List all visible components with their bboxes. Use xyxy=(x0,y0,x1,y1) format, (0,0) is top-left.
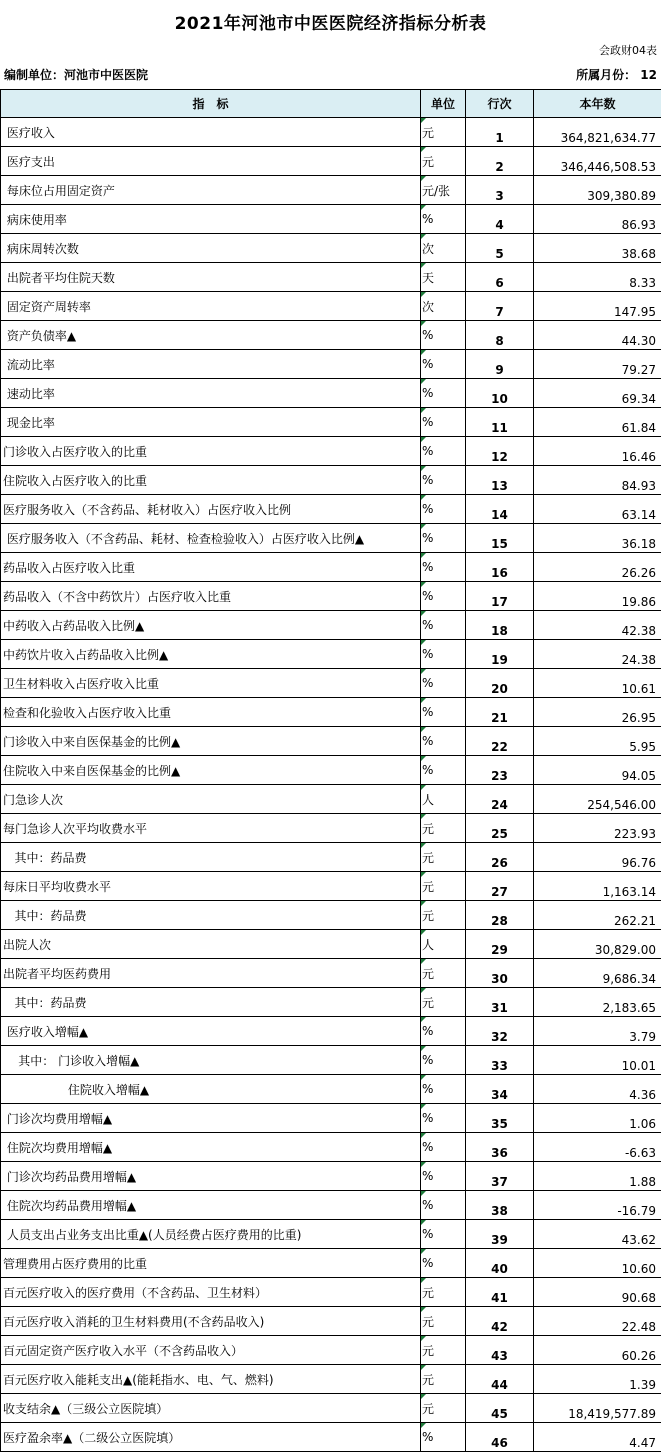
unit-cell: 元/张 xyxy=(421,176,466,205)
table-row xyxy=(1,321,661,350)
col-header-unit: 单位 xyxy=(421,90,466,118)
value-cell: 42.38 xyxy=(534,611,661,640)
value-cell: 63.14 xyxy=(534,495,661,524)
table-row xyxy=(1,176,661,205)
indicator-name-cell: 门诊次均费用增幅▲ xyxy=(1,1104,421,1133)
row-number-cell: 2 xyxy=(466,147,534,176)
value-cell: 4.47 xyxy=(534,1423,661,1452)
row-number-cell: 29 xyxy=(466,930,534,959)
indicator-name-cell: 住院次均费用增幅▲ xyxy=(1,1133,421,1162)
value-cell: 8.33 xyxy=(534,263,661,292)
row-number-cell: 46 xyxy=(466,1423,534,1452)
table-row xyxy=(1,1133,661,1162)
table-header-row xyxy=(1,90,661,118)
indicator-name-cell: 其中：药品费 xyxy=(1,843,421,872)
table-row xyxy=(1,611,661,640)
col-header-seq: 行次 xyxy=(466,90,534,118)
indicator-name-cell: 每床日平均收费水平 xyxy=(1,872,421,901)
indicator-name-cell: 百元医疗收入能耗支出▲(能耗指水、电、气、燃料) xyxy=(1,1365,421,1394)
table-row xyxy=(1,1249,661,1278)
indicator-name-cell: 出院人次 xyxy=(1,930,421,959)
unit-cell: % xyxy=(421,1133,466,1162)
table-row xyxy=(1,669,661,698)
unit-cell: 元 xyxy=(421,901,466,930)
unit-cell: % xyxy=(421,205,466,234)
unit-cell: % xyxy=(421,1423,466,1452)
indicator-name-cell: 流动比率 xyxy=(1,350,421,379)
value-cell: 9,686.34 xyxy=(534,959,661,988)
unit-cell: % xyxy=(421,640,466,669)
row-number-cell: 17 xyxy=(466,582,534,611)
row-number-cell: 32 xyxy=(466,1017,534,1046)
table-row xyxy=(1,1423,661,1452)
indicator-name-cell: 药品收入（不含中药饮片）占医疗收入比重 xyxy=(1,582,421,611)
row-number-cell: 42 xyxy=(466,1307,534,1336)
unit-cell: 次 xyxy=(421,292,466,321)
row-number-cell: 14 xyxy=(466,495,534,524)
unit-cell: % xyxy=(421,379,466,408)
indicator-name-cell: 每门急诊人次平均收费水平 xyxy=(1,814,421,843)
indicator-name-cell: 住院次均药品费用增幅▲ xyxy=(1,1191,421,1220)
table-row xyxy=(1,1220,661,1249)
value-cell: 79.27 xyxy=(534,350,661,379)
indicator-name-cell: 收支结余▲（三级公立医院填） xyxy=(1,1394,421,1423)
value-cell: 309,380.89 xyxy=(534,176,661,205)
value-cell: 44.30 xyxy=(534,321,661,350)
table-row xyxy=(1,495,661,524)
indicator-name-cell: 医疗服务收入（不含药品、耗材、检查检验收入）占医疗收入比例▲ xyxy=(1,524,421,553)
table-row xyxy=(1,466,661,495)
row-number-cell: 37 xyxy=(466,1162,534,1191)
table-body xyxy=(1,118,661,1452)
row-number-cell: 43 xyxy=(466,1336,534,1365)
value-cell: 3.79 xyxy=(534,1017,661,1046)
value-cell: 22.48 xyxy=(534,1307,661,1336)
value-cell: 38.68 xyxy=(534,234,661,263)
value-cell: 18,419,577.89 xyxy=(534,1394,661,1423)
value-cell: 10.01 xyxy=(534,1046,661,1075)
table-row xyxy=(1,408,661,437)
value-cell: 10.60 xyxy=(534,1249,661,1278)
value-cell: 4.36 xyxy=(534,1075,661,1104)
unit-cell: % xyxy=(421,553,466,582)
value-cell: 1,163.14 xyxy=(534,872,661,901)
value-cell: 262.21 xyxy=(534,901,661,930)
table-row xyxy=(1,872,661,901)
table-row xyxy=(1,1278,661,1307)
org-label: 编制单位：河池市中医医院 xyxy=(4,66,148,83)
value-cell: 147.95 xyxy=(534,292,661,321)
indicator-name-cell: 出院者平均住院天数 xyxy=(1,263,421,292)
indicator-name-cell: 其中：药品费 xyxy=(1,901,421,930)
unit-cell: 次 xyxy=(421,234,466,263)
value-cell: 36.18 xyxy=(534,524,661,553)
indicator-name-cell: 病床周转次数 xyxy=(1,234,421,263)
unit-cell: % xyxy=(421,350,466,379)
indicator-name-cell: 门诊次均药品费用增幅▲ xyxy=(1,1162,421,1191)
table-row xyxy=(1,1075,661,1104)
indicator-name-cell: 卫生材料收入占医疗收入比重 xyxy=(1,669,421,698)
indicator-name-cell: 百元医疗收入的医疗费用（不含药品、卫生材料） xyxy=(1,1278,421,1307)
value-cell: -6.63 xyxy=(534,1133,661,1162)
table-row xyxy=(1,1162,661,1191)
col-header-indicator: 指 标 xyxy=(1,90,421,118)
unit-cell: 元 xyxy=(421,843,466,872)
indicator-name-cell: 门诊收入占医疗收入的比重 xyxy=(1,437,421,466)
unit-cell: % xyxy=(421,669,466,698)
value-cell: 69.34 xyxy=(534,379,661,408)
row-number-cell: 15 xyxy=(466,524,534,553)
row-number-cell: 34 xyxy=(466,1075,534,1104)
table-row xyxy=(1,147,661,176)
table-row xyxy=(1,582,661,611)
row-number-cell: 25 xyxy=(466,814,534,843)
unit-cell: % xyxy=(421,1162,466,1191)
unit-cell: % xyxy=(421,1075,466,1104)
indicator-name-cell: 中药饮片收入占药品收入比例▲ xyxy=(1,640,421,669)
row-number-cell: 45 xyxy=(466,1394,534,1423)
unit-cell: % xyxy=(421,611,466,640)
row-number-cell: 26 xyxy=(466,843,534,872)
unit-cell: % xyxy=(421,466,466,495)
row-number-cell: 22 xyxy=(466,727,534,756)
indicator-name-cell: 医疗收入 xyxy=(1,118,421,147)
indicator-name-cell: 病床使用率 xyxy=(1,205,421,234)
row-number-cell: 10 xyxy=(466,379,534,408)
row-number-cell: 27 xyxy=(466,872,534,901)
indicator-name-cell: 药品收入占医疗收入比重 xyxy=(1,553,421,582)
row-number-cell: 11 xyxy=(466,408,534,437)
unit-cell: 元 xyxy=(421,1365,466,1394)
table-row xyxy=(1,379,661,408)
row-number-cell: 28 xyxy=(466,901,534,930)
indicator-name-cell: 中药收入占药品收入比例▲ xyxy=(1,611,421,640)
row-number-cell: 18 xyxy=(466,611,534,640)
row-number-cell: 44 xyxy=(466,1365,534,1394)
value-cell: 61.84 xyxy=(534,408,661,437)
unit-cell: % xyxy=(421,408,466,437)
table-row xyxy=(1,843,661,872)
indicator-name-cell: 现金比率 xyxy=(1,408,421,437)
value-cell: 90.68 xyxy=(534,1278,661,1307)
table-row xyxy=(1,1365,661,1394)
indicator-name-cell: 其中： 门诊收入增幅▲ xyxy=(1,1046,421,1075)
indicator-name-cell: 人员支出占业务支出比重▲(人员经费占医疗费用的比重) xyxy=(1,1220,421,1249)
table-row xyxy=(1,901,661,930)
table-row xyxy=(1,437,661,466)
unit-cell: 元 xyxy=(421,1278,466,1307)
table-row xyxy=(1,1017,661,1046)
value-cell: -16.79 xyxy=(534,1191,661,1220)
unit-cell: 元 xyxy=(421,988,466,1017)
row-number-cell: 30 xyxy=(466,959,534,988)
table-row xyxy=(1,553,661,582)
value-cell: 2,183.65 xyxy=(534,988,661,1017)
row-number-cell: 12 xyxy=(466,437,534,466)
row-number-cell: 13 xyxy=(466,466,534,495)
row-number-cell: 8 xyxy=(466,321,534,350)
table-row xyxy=(1,756,661,785)
row-number-cell: 1 xyxy=(466,118,534,147)
unit-cell: % xyxy=(421,524,466,553)
row-number-cell: 39 xyxy=(466,1220,534,1249)
value-cell: 254,546.00 xyxy=(534,785,661,814)
indicator-name-cell: 门诊收入中来自医保基金的比例▲ xyxy=(1,727,421,756)
table-row xyxy=(1,292,661,321)
unit-cell: % xyxy=(421,437,466,466)
indicator-name-cell: 门急诊人次 xyxy=(1,785,421,814)
table-row xyxy=(1,930,661,959)
indicator-name-cell: 管理费用占医疗费用的比重 xyxy=(1,1249,421,1278)
indicator-name-cell: 百元固定资产医疗收入水平（不含药品收入） xyxy=(1,1336,421,1365)
value-cell: 1.88 xyxy=(534,1162,661,1191)
value-cell: 60.26 xyxy=(534,1336,661,1365)
unit-cell: % xyxy=(421,495,466,524)
row-number-cell: 31 xyxy=(466,988,534,1017)
value-cell: 1.06 xyxy=(534,1104,661,1133)
unit-cell: 元 xyxy=(421,959,466,988)
row-number-cell: 20 xyxy=(466,669,534,698)
row-number-cell: 19 xyxy=(466,640,534,669)
indicator-name-cell: 医疗支出 xyxy=(1,147,421,176)
value-cell: 19.86 xyxy=(534,582,661,611)
value-cell: 30,829.00 xyxy=(534,930,661,959)
value-cell: 16.46 xyxy=(534,437,661,466)
table-row xyxy=(1,814,661,843)
row-number-cell: 41 xyxy=(466,1278,534,1307)
value-cell: 84.93 xyxy=(534,466,661,495)
value-cell: 10.61 xyxy=(534,669,661,698)
unit-cell: % xyxy=(421,321,466,350)
value-cell: 26.95 xyxy=(534,698,661,727)
value-cell: 24.38 xyxy=(534,640,661,669)
unit-cell: % xyxy=(421,698,466,727)
month-value: 12 xyxy=(640,68,657,82)
unit-cell: 元 xyxy=(421,872,466,901)
table-row xyxy=(1,263,661,292)
table-row xyxy=(1,234,661,263)
value-cell: 26.26 xyxy=(534,553,661,582)
row-number-cell: 35 xyxy=(466,1104,534,1133)
indicator-name-cell: 检查和化验收入占医疗收入比重 xyxy=(1,698,421,727)
unit-cell: % xyxy=(421,727,466,756)
unit-cell: 元 xyxy=(421,1336,466,1365)
unit-cell: % xyxy=(421,1046,466,1075)
row-number-cell: 33 xyxy=(466,1046,534,1075)
value-cell: 94.05 xyxy=(534,756,661,785)
month-field xyxy=(576,66,657,83)
unit-cell: 元 xyxy=(421,1394,466,1423)
unit-cell: 元 xyxy=(421,118,466,147)
row-number-cell: 4 xyxy=(466,205,534,234)
indicator-name-cell: 住院收入中来自医保基金的比例▲ xyxy=(1,756,421,785)
table-row xyxy=(1,698,661,727)
value-cell: 1.39 xyxy=(534,1365,661,1394)
row-number-cell: 5 xyxy=(466,234,534,263)
value-cell: 223.93 xyxy=(534,814,661,843)
indicator-name-cell: 资产负债率▲ xyxy=(1,321,421,350)
row-number-cell: 24 xyxy=(466,785,534,814)
value-cell: 96.76 xyxy=(534,843,661,872)
table-row xyxy=(1,988,661,1017)
indicator-name-cell: 其中：药品费 xyxy=(1,988,421,1017)
indicator-name-cell: 医疗服务收入（不含药品、耗材收入）占医疗收入比例 xyxy=(1,495,421,524)
row-number-cell: 16 xyxy=(466,553,534,582)
indicator-name-cell: 固定资产周转率 xyxy=(1,292,421,321)
value-cell: 86.93 xyxy=(534,205,661,234)
table-row xyxy=(1,205,661,234)
month-label: 所属月份： xyxy=(576,68,636,82)
row-number-cell: 21 xyxy=(466,698,534,727)
unit-cell: % xyxy=(421,1249,466,1278)
table-row xyxy=(1,1394,661,1423)
row-number-cell: 40 xyxy=(466,1249,534,1278)
indicator-name-cell: 住院收入占医疗收入的比重 xyxy=(1,466,421,495)
table-row xyxy=(1,1336,661,1365)
col-header-value: 本年数 xyxy=(534,90,661,118)
row-number-cell: 23 xyxy=(466,756,534,785)
table-row xyxy=(1,1307,661,1336)
value-cell: 346,446,508.53 xyxy=(534,147,661,176)
table-row xyxy=(1,350,661,379)
indicator-name-cell: 出院者平均医药费用 xyxy=(1,959,421,988)
row-number-cell: 36 xyxy=(466,1133,534,1162)
table-row xyxy=(1,524,661,553)
table-row xyxy=(1,1104,661,1133)
table-row xyxy=(1,1191,661,1220)
indicator-name-cell: 每床位占用固定资产 xyxy=(1,176,421,205)
unit-cell: 元 xyxy=(421,147,466,176)
unit-cell: 人 xyxy=(421,930,466,959)
unit-cell: 元 xyxy=(421,1307,466,1336)
form-code: 会政财04表 xyxy=(599,42,657,58)
value-cell: 5.95 xyxy=(534,727,661,756)
report-title: 2021年河池市中医医院经济指标分析表 xyxy=(0,9,661,34)
row-number-cell: 9 xyxy=(466,350,534,379)
table-row xyxy=(1,727,661,756)
indicator-table xyxy=(0,89,661,1452)
row-number-cell: 3 xyxy=(466,176,534,205)
row-number-cell: 38 xyxy=(466,1191,534,1220)
table-row xyxy=(1,785,661,814)
row-number-cell: 7 xyxy=(466,292,534,321)
table-row xyxy=(1,640,661,669)
indicator-name-cell: 住院收入增幅▲ xyxy=(1,1075,421,1104)
unit-cell: % xyxy=(421,582,466,611)
unit-cell: 天 xyxy=(421,263,466,292)
unit-cell: % xyxy=(421,1104,466,1133)
indicator-name-cell: 速动比率 xyxy=(1,379,421,408)
unit-cell: % xyxy=(421,756,466,785)
value-cell: 364,821,634.77 xyxy=(534,118,661,147)
value-cell: 43.62 xyxy=(534,1220,661,1249)
indicator-name-cell: 医疗收入增幅▲ xyxy=(1,1017,421,1046)
table-row xyxy=(1,959,661,988)
unit-cell: % xyxy=(421,1017,466,1046)
unit-cell: % xyxy=(421,1191,466,1220)
table-row xyxy=(1,118,661,147)
row-number-cell: 6 xyxy=(466,263,534,292)
indicator-name-cell: 医疗盈余率▲（二级公立医院填） xyxy=(1,1423,421,1452)
unit-cell: 人 xyxy=(421,785,466,814)
indicator-name-cell: 百元医疗收入消耗的卫生材料费用(不含药品收入) xyxy=(1,1307,421,1336)
unit-cell: 元 xyxy=(421,814,466,843)
unit-cell: % xyxy=(421,1220,466,1249)
table-row xyxy=(1,1046,661,1075)
